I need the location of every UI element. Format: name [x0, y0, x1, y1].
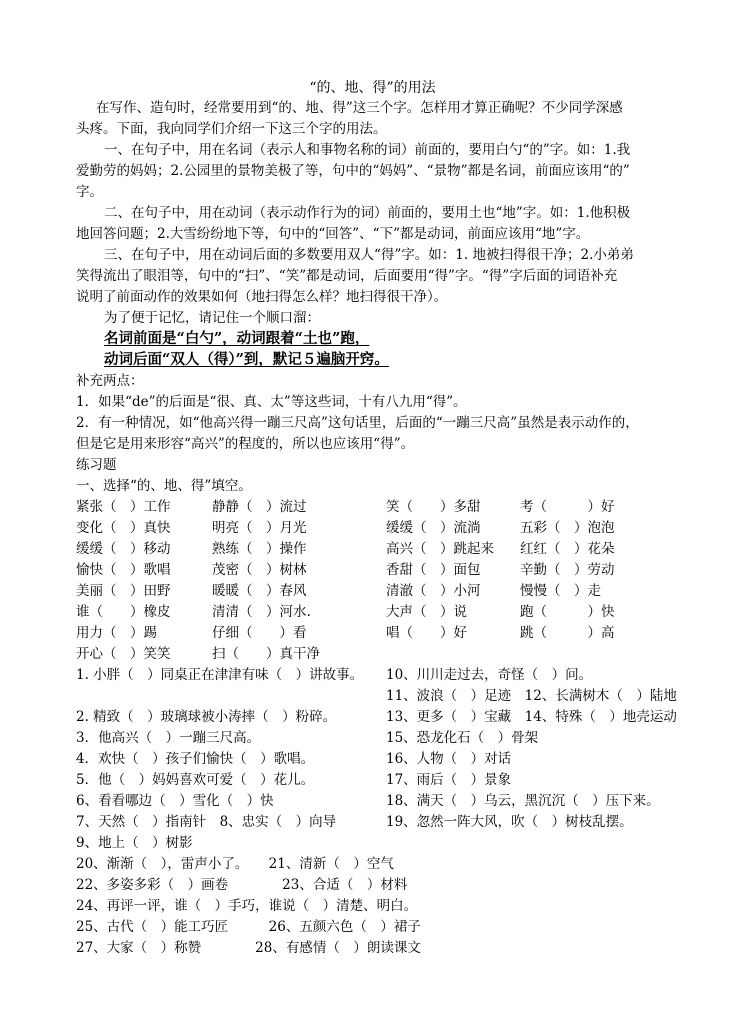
page-title: “的、地、得”的用法 — [309, 80, 436, 96]
grid-item: 仔细（ ）看 — [212, 625, 307, 641]
grid-item: 考（ ）好 — [520, 499, 615, 515]
grid-item: 明亮（ ）月光 — [212, 520, 307, 536]
rule2-line-1: 二、在句子中，用在动词（表示动作行为的词）前面的，要用土也“地”字。如：1.他积极 — [104, 205, 631, 221]
grid-item: 跳（ ）高 — [520, 625, 615, 641]
rhyme-line-1: 名词前面是“白勺”，动词跟着“土也”跑， — [104, 330, 370, 347]
rule2-line-2: 地回答问题；2.大雪纷纷地下等，句中的“回答”、“下”都是动词，前面应该用“地”字。 — [76, 226, 590, 242]
sentence-item: 13、更多（ ）宝藏 14、特殊（ ）地壳运动 — [386, 709, 677, 725]
rhyme-line-2: 动词后面“双人（得）”到，默记５遍脑开窍。 — [104, 351, 389, 368]
sentence-item: 19、忽然一阵大风，吹（ ）树枝乱摆。 — [386, 814, 633, 830]
grid-item: 笑（ ）多甜 — [386, 499, 481, 515]
sentence-item: 10、川川走过去，奇怪（ ）问。 — [386, 667, 593, 683]
sentence-item: 5．他（ ）妈妈喜欢可爱（ ）花儿。 — [76, 772, 315, 788]
sentence-item: 4．欢快（ ）孩子们愉快（ ）歌唱。 — [76, 751, 315, 767]
grid-item: 辛勤（ ）劳动 — [520, 562, 615, 578]
intro-line-1: 在写作、造句时，经常要用到“的、地、得”这三个字。怎样用才算正确呢？不少同学深感 — [96, 100, 623, 116]
grid-item: 跑（ ）快 — [520, 604, 615, 620]
sentence-item: 3．他高兴（ ）一蹦三尺高。 — [76, 730, 261, 746]
sentence-item: 6、看看哪边（ ）雪化（ ）快 — [76, 793, 274, 809]
grid-item: 清澈（ ）小河 — [386, 583, 481, 599]
grid-item: 愉快（ ）歌唱 — [76, 562, 171, 578]
supplement-line-3: 但是它是用来形容“高兴”的程度的，所以也应该用“得”。 — [76, 436, 415, 452]
supplement-line-2: 2．有一种情况，如“他高兴得一蹦三尺高”这句话里，后面的“一蹦三尺高”虽然是表示动作的， — [76, 415, 639, 431]
grid-item: 慢慢（ ）走 — [520, 583, 601, 599]
sentence-item: 22、多姿多彩（ ）画卷 23、合适（ ）材料 — [76, 877, 408, 893]
grid-item: 暖暖（ ）春风 — [212, 583, 307, 599]
sentence-item: 7、天然（ ）指南针 8、忠实（ ）向导 — [76, 814, 337, 830]
grid-item: 茂密（ ）树林 — [212, 562, 307, 578]
grid-item: 变化（ ）真快 — [76, 520, 171, 536]
grid-item: 唱（ ）好 — [386, 625, 467, 641]
rule1-line-2: 爱勤劳的妈妈；2.公园里的景物美极了等，句中的“妈妈”、“景物”都是名词，前面应该用“的” — [76, 163, 630, 179]
section1-title: 一、选择“的、地、得”填空。 — [76, 478, 252, 494]
supplement-title: 补充两点： — [76, 373, 144, 389]
supplement-line-1: 1．如果“de”的后面是“很、真、太”等这些词，十有八九用“得”。 — [76, 394, 467, 410]
sentence-item: 15、恐龙化石（ ）骨架 — [386, 730, 539, 746]
grid-item: 熟练（ ）操作 — [212, 541, 307, 557]
grid-item: 缓缓（ ）流淌 — [386, 520, 481, 536]
rule1-line-3: 字。 — [76, 184, 103, 200]
sentence-item: 16、人物（ ）对话 — [386, 751, 512, 767]
sentence-item: 24、再评一评，谁（ ）手巧，谁说（ ）清楚、明白。 — [76, 898, 418, 914]
rule3-line-2: 笑得流出了眼泪等，句中的“扫”、“笑”都是动词，后面要用“得”字。“得”字后面的词语补充 — [76, 268, 618, 284]
sentence-item: 2. 精致（ ）玻璃球被小涛摔（ ）粉碎。 — [76, 709, 337, 725]
grid-item: 扫（ ）真干净 — [212, 646, 320, 662]
rule3-line-1: 三、在句子中，用在动词后面的多数要用双人“得”字。如：1. 地被扫得很干净；2.小弟弟 — [104, 247, 634, 263]
grid-item: 五彩（ ）泡泡 — [520, 520, 615, 536]
grid-item: 高兴（ ）跳起来 — [386, 541, 494, 557]
sentence-item: 27、大家（ ）称赞 28、有感情（ ）朗读课文 — [76, 940, 421, 956]
grid-item: 清清（ ）河水. — [212, 604, 311, 620]
exercise-title: 练习题 — [76, 457, 117, 473]
grid-item: 香甜（ ）面包 — [386, 562, 481, 578]
grid-item: 大声（ ）说 — [386, 604, 467, 620]
grid-item: 美丽（ ）田野 — [76, 583, 171, 599]
grid-item: 开心（ ）笑笑 — [76, 646, 171, 662]
grid-item: 静静（ ）流过 — [212, 499, 307, 515]
sentence-item: 25、古代（ ）能工巧匠 26、五颜六色（ ）裙子 — [76, 919, 421, 935]
sentence-item: 20、渐渐（ ），雷声小了。 21、清新（ ）空气 — [76, 856, 394, 872]
grid-item: 红红（ ）花朵 — [520, 541, 615, 557]
memo-intro: 为了便于记忆，请记住一个顺口溜： — [104, 310, 320, 326]
sentence-item: 11、波浪（ ）足迹 12、长满树木（ ）陆地 — [386, 688, 677, 704]
sentence-item: 18、满天（ ）乌云，黑沉沉（ ）压下来。 — [386, 793, 660, 809]
sentence-item: 9、地上（ ）树影 — [76, 835, 193, 851]
grid-item: 谁（ ）橡皮 — [76, 604, 171, 620]
rule1-line-1: 一、在句子中，用在名词（表示人和事物名称的词）前面的，要用白勺“的”字。如：1.我 — [104, 142, 631, 158]
grid-item: 缓缓（ ）移动 — [76, 541, 171, 557]
grid-item: 紧张（ ）工作 — [76, 499, 171, 515]
sentence-item: 17、雨后（ ）景象 — [386, 772, 512, 788]
rule3-line-3: 说明了前面动作的效果如何（地扫得怎么样？地扫得很干净）。 — [76, 289, 448, 305]
sentence-item: 1. 小胖（ ）同桌正在津津有味（ ）讲故事。 — [76, 667, 364, 683]
intro-line-2: 头疼。下面，我向同学们介绍一下这三个字的用法。 — [76, 121, 387, 137]
grid-item: 用力（ ）踢 — [76, 625, 157, 641]
